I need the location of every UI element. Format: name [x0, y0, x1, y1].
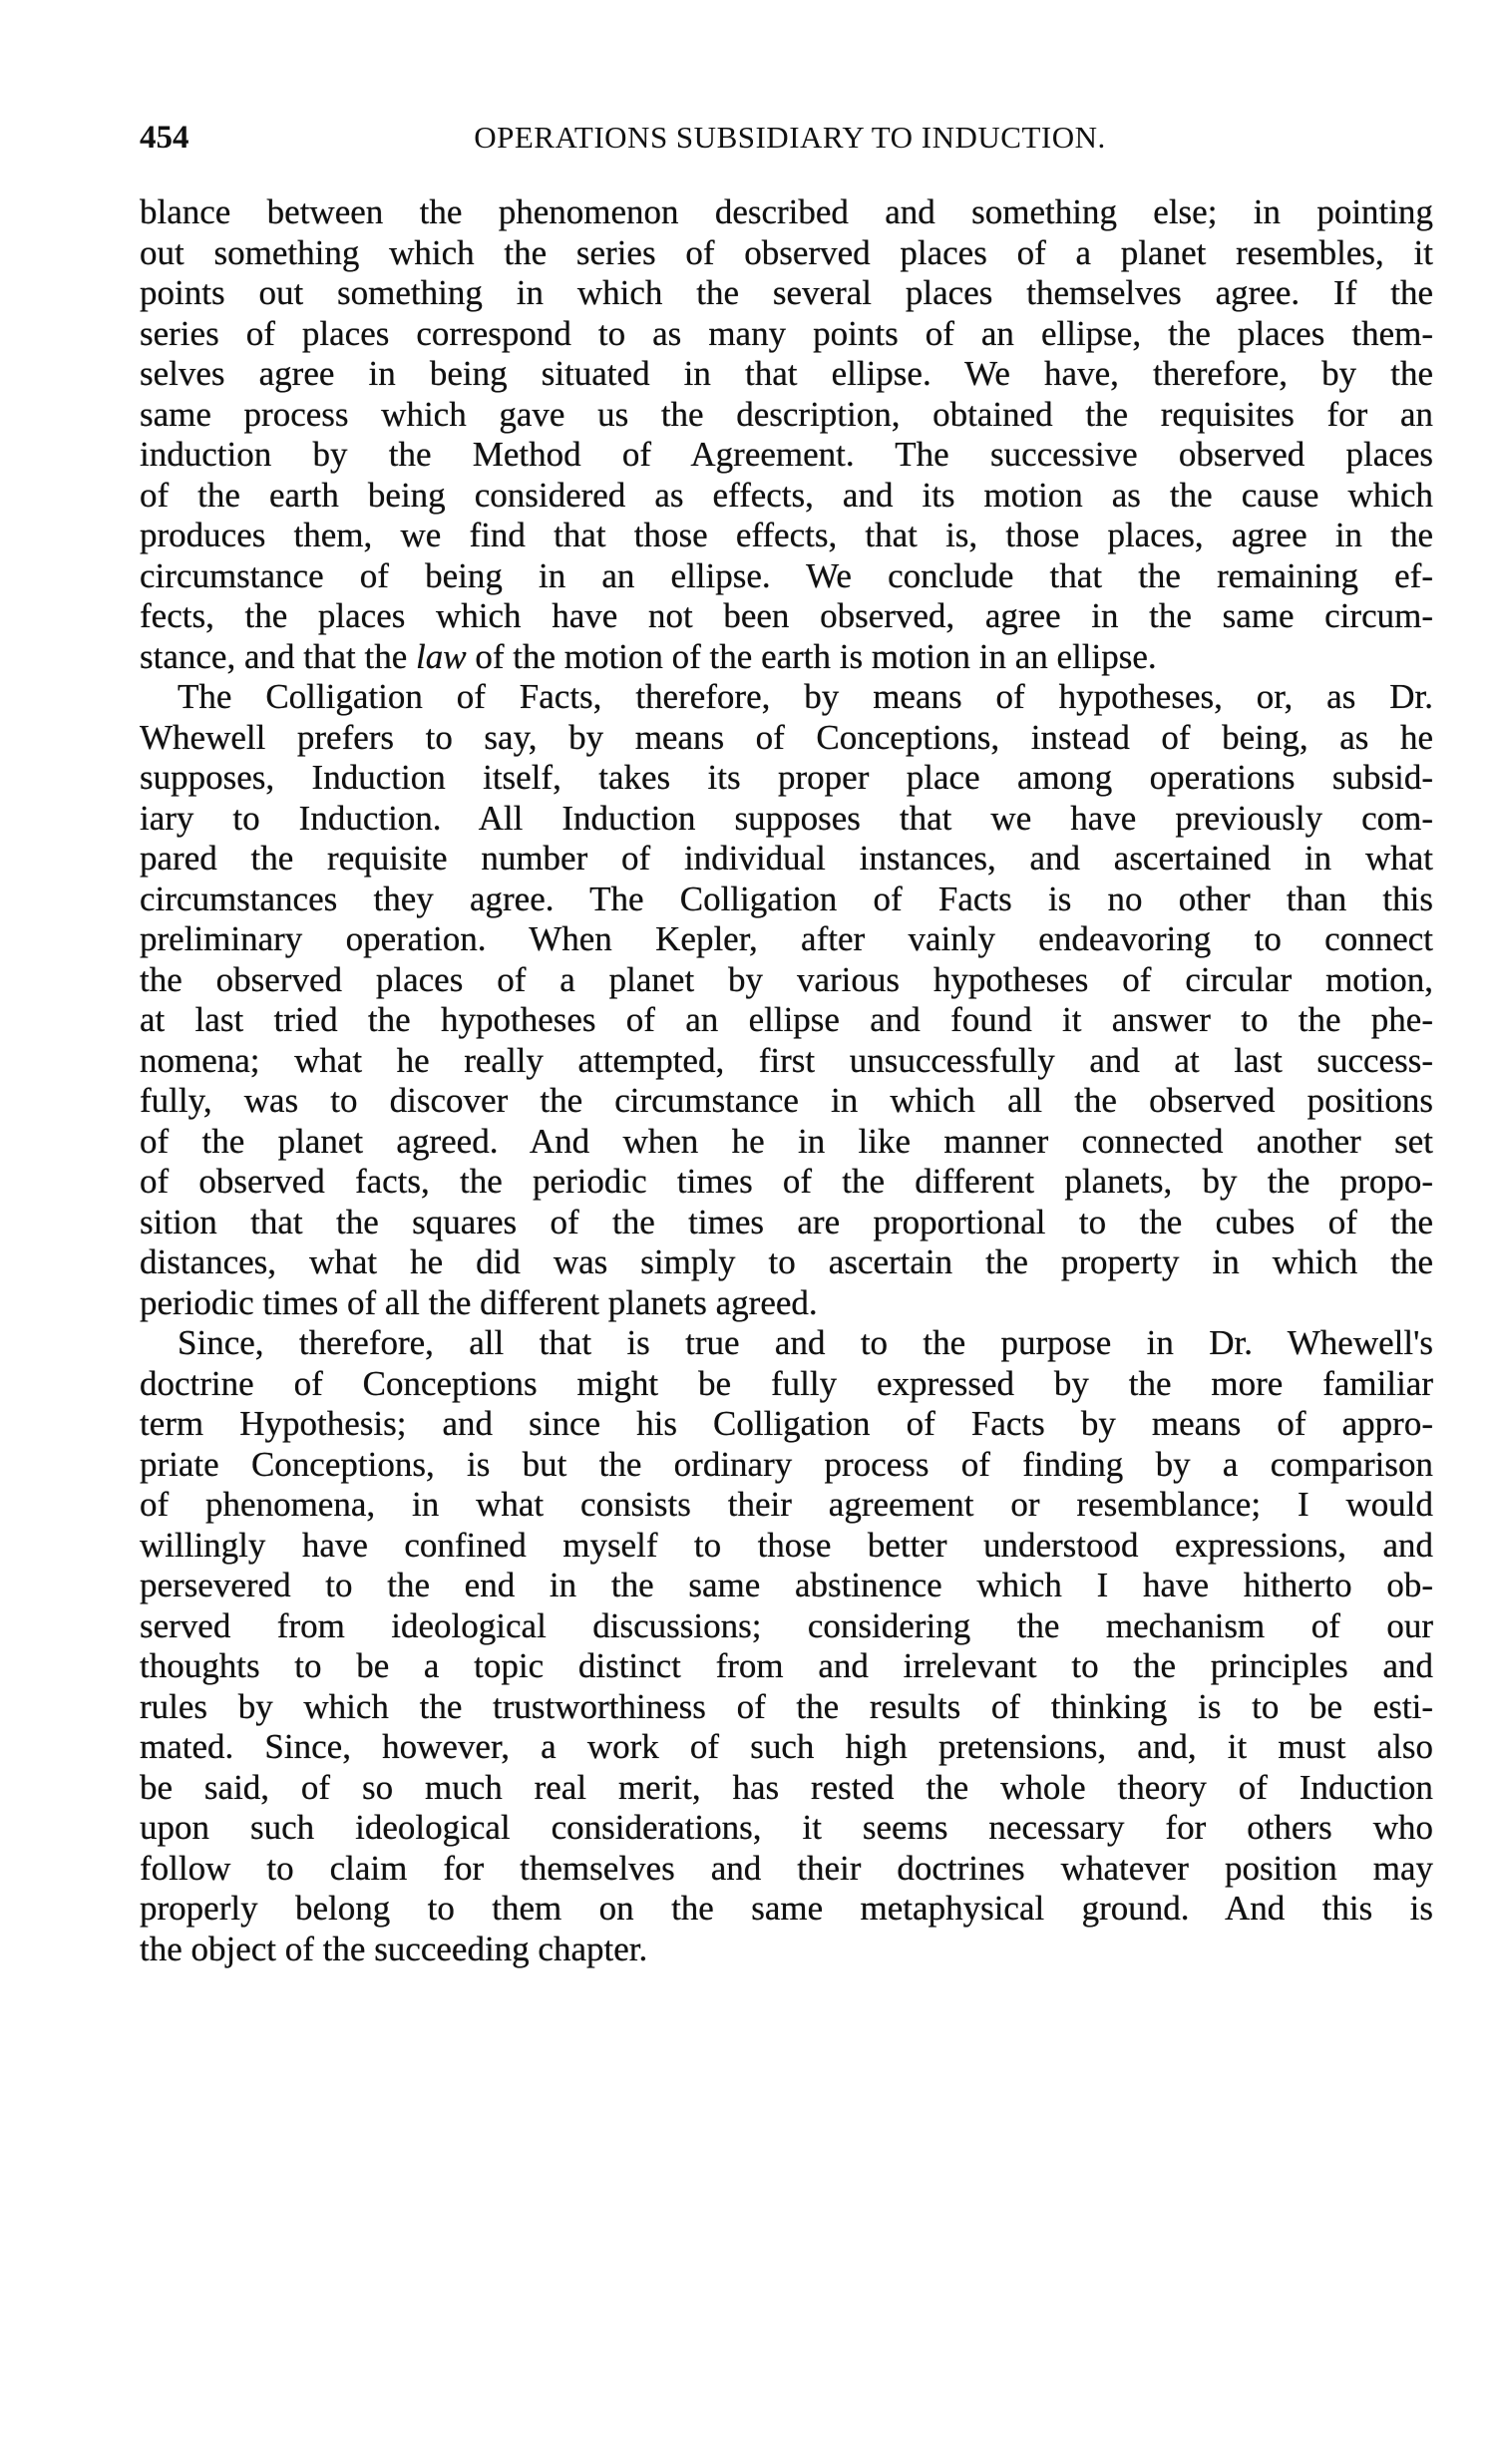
- text-line: priate Conceptions, is but the ordinary process of finding by a comparison: [140, 1444, 1433, 1484]
- text-line: distances, what he did was simply to ascertain the property in which the: [140, 1242, 1433, 1281]
- text-line: preliminary operation. When Kepler, after vainly endeavoring to connect: [140, 919, 1433, 958]
- text-line: served from ideological discussions; considering the mechanism of our: [140, 1605, 1433, 1645]
- text-line: mated. Since, however, a work of such high pretensions, and, it must also: [140, 1727, 1433, 1766]
- text-line: of phenomena, in what consists their agreement or resemblance; I would: [140, 1485, 1433, 1524]
- text-line: [140, 637, 1433, 678]
- text-line: circumstances they agree. The Colligation of Facts is no other than this: [140, 879, 1433, 918]
- text-line: doctrine of Conceptions might be fully expressed by the more familiar: [140, 1363, 1433, 1403]
- text-line: fects, the places which have not been observed, agree in the same circum-: [140, 596, 1433, 635]
- paragraph: [140, 192, 1433, 677]
- text-line: supposes, Induction itself, takes its proper place among operations subsid-: [140, 758, 1433, 797]
- text-line: blance between the phenomenon described and something else; in pointing: [140, 192, 1433, 231]
- page-number: 454: [140, 120, 189, 156]
- text-line: the object of the succeeding chapter.: [140, 1929, 648, 1968]
- text-line: points out something in which the several places themselves agree. If the: [140, 273, 1433, 312]
- text-line: selves agree in being situated in that ellipse. We have, therefore, by the: [140, 354, 1433, 393]
- text-line: at last tried the hypotheses of an ellipse and found it answer to the phe-: [140, 1000, 1433, 1039]
- text-line: iary to Induction. All Induction supposes that we have previously com-: [140, 798, 1433, 838]
- text-line: of observed facts, the periodic times of the different planets, by the propo-: [140, 1162, 1433, 1201]
- text-line: sition that the squares of the times are proportional to the cubes of the: [140, 1202, 1433, 1241]
- text-line: of the earth being considered as effects, and its motion as the cause which: [140, 475, 1433, 515]
- paragraph: [140, 677, 1433, 1323]
- paragraph: [140, 1323, 1433, 1969]
- text-segment: stance, and that the: [140, 636, 416, 676]
- text-line: upon such ideological considerations, it seems necessary for others who: [140, 1808, 1433, 1847]
- text-line: nomena; what he really attempted, first unsuccessfully and at last success-: [140, 1040, 1433, 1080]
- text-line: thoughts to be a topic distinct from and irrelevant to the principles and: [140, 1646, 1433, 1685]
- text-line: properly belong to them on the same metaphysical ground. And this is: [140, 1889, 1433, 1928]
- body-text: [140, 192, 1433, 1969]
- italic-word: law: [415, 636, 467, 676]
- text-line: persevered to the end in the same abstinence which I have hitherto ob-: [140, 1566, 1433, 1604]
- text-line: same process which gave us the description, obtained the requisites for an: [140, 394, 1433, 434]
- text-line: The Colligation of Facts, therefore, by means of hypotheses, or, as Dr.: [178, 677, 1433, 716]
- text-line: pared the requisite number of individual instances, and ascertained in what: [140, 839, 1433, 878]
- text-line: Whewell prefers to say, by means of Conceptions, instead of being, as he: [140, 717, 1433, 757]
- text-line: rules by which the trustworthiness of the results of thinking is to be esti-: [140, 1686, 1433, 1726]
- text-segment: of the motion of the earth is motion in an ellipse.: [466, 636, 1157, 676]
- text-line: term Hypothesis; and since his Colligation of Facts by means of appro-: [140, 1404, 1433, 1443]
- text-line: induction by the Method of Agreement. The successive observed places: [140, 435, 1433, 474]
- text-line: be said, of so much real merit, has rested the whole theory of Induction: [140, 1767, 1433, 1807]
- text-line: follow to claim for themselves and their doctrines whatever position may: [140, 1848, 1433, 1888]
- text-line: willingly have confined myself to those better understood expressions, and: [140, 1525, 1433, 1565]
- text-line: circumstance of being in an ellipse. We conclude that the remaining ef-: [140, 555, 1433, 595]
- text-line: the observed places of a planet by various hypotheses of circular motion,: [140, 959, 1433, 999]
- text-line: Since, therefore, all that is true and to the purpose in Dr. Whewell's: [178, 1323, 1433, 1362]
- text-line: produces them, we find that those effects, that is, those places, agree in the: [140, 516, 1433, 554]
- text-line: series of places correspond to as many points of an ellipse, the places them-: [140, 313, 1433, 353]
- running-head: OPERATIONS SUBSIDIARY TO INDUCTION.: [474, 120, 1106, 155]
- text-line: of the planet agreed. And when he in like manner connected another set: [140, 1121, 1433, 1161]
- text-line: periodic times of all the different planets agreed.: [140, 1282, 818, 1322]
- text-line: out something which the series of observed places of a planet resembles, it: [140, 232, 1433, 272]
- text-line: fully, was to discover the circumstance in which all the observed positions: [140, 1081, 1433, 1120]
